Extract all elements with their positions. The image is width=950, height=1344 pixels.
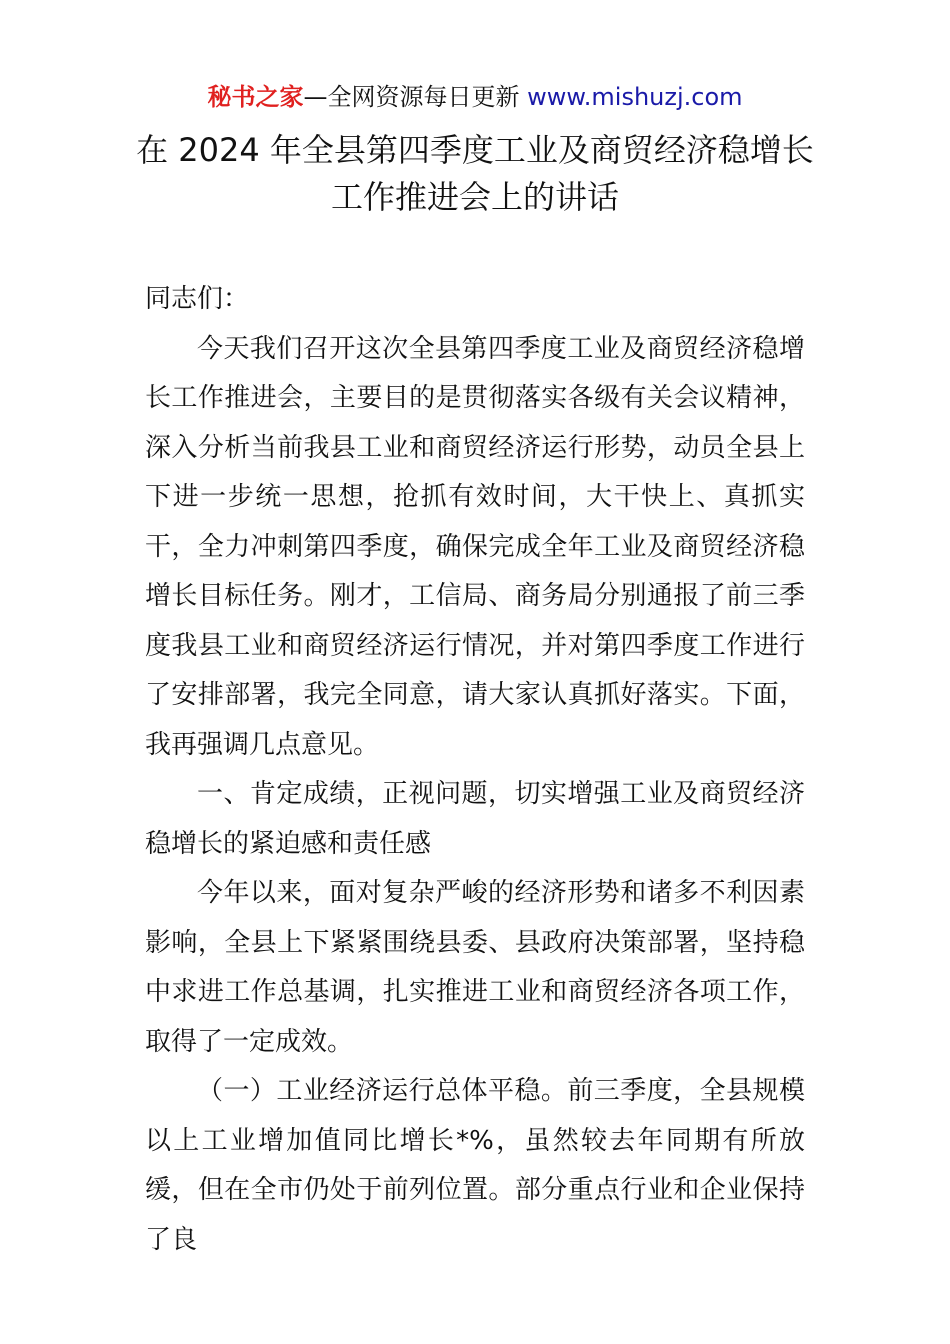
brand-name: 秘书之家	[207, 83, 304, 111]
title-line-2: 工作推进会上的讲话	[330, 178, 619, 216]
title-line-1: 在 2024 年全县第四季度工业及商贸经济稳增长	[136, 131, 814, 169]
site-url-link[interactable]: www.mishuzj.com	[527, 83, 743, 111]
paragraph-industry: （一）工业经济运行总体平稳。前三季度，全县规模以上工业增加值同比增长*%，虽然较去年同期有所放缓，但在全市仍处于前列位置。部分重点行业和企业保持了良	[145, 1076, 805, 1255]
document-body	[145, 275, 805, 1265]
section-heading-1: 一、肯定成绩，正视问题，切实增强工业及商贸经济稳增长的紧迫感和责任感	[145, 779, 805, 859]
paragraph-intro: 今天我们召开这次全县第四季度工业及商贸经济稳增长工作推进会，主要目的是贯彻落实各级有关会议精神，深入分析当前我县工业和商贸经济运行形势，动员全县上下进一步统一思想，抢抓有效时间，大干快上、真抓实干，全力冲刺第四季度，确保完成全年工业及商贸经济稳增长目标任务。刚才，工信局、商务局分别通报了前三季度我县工业和商贸经济运行情况，并对第四季度工作进行了安排部署，我完全同意，请大家认真抓好落实。下面，我再强调几点意见。	[145, 333, 805, 760]
paragraph-achievements: 今年以来，面对复杂严峻的经济形势和诸多不利因素影响，全县上下紧紧围绕县委、县政府决策部署，坚持稳中求进工作总基调，扎实推进工业和商贸经济各项工作，取得了一定成效。	[145, 878, 805, 1057]
site-header	[0, 80, 950, 114]
document-title	[0, 127, 950, 221]
salutation: 同志们：	[145, 284, 250, 314]
header-tagline: —全网资源每日更新	[303, 83, 520, 111]
